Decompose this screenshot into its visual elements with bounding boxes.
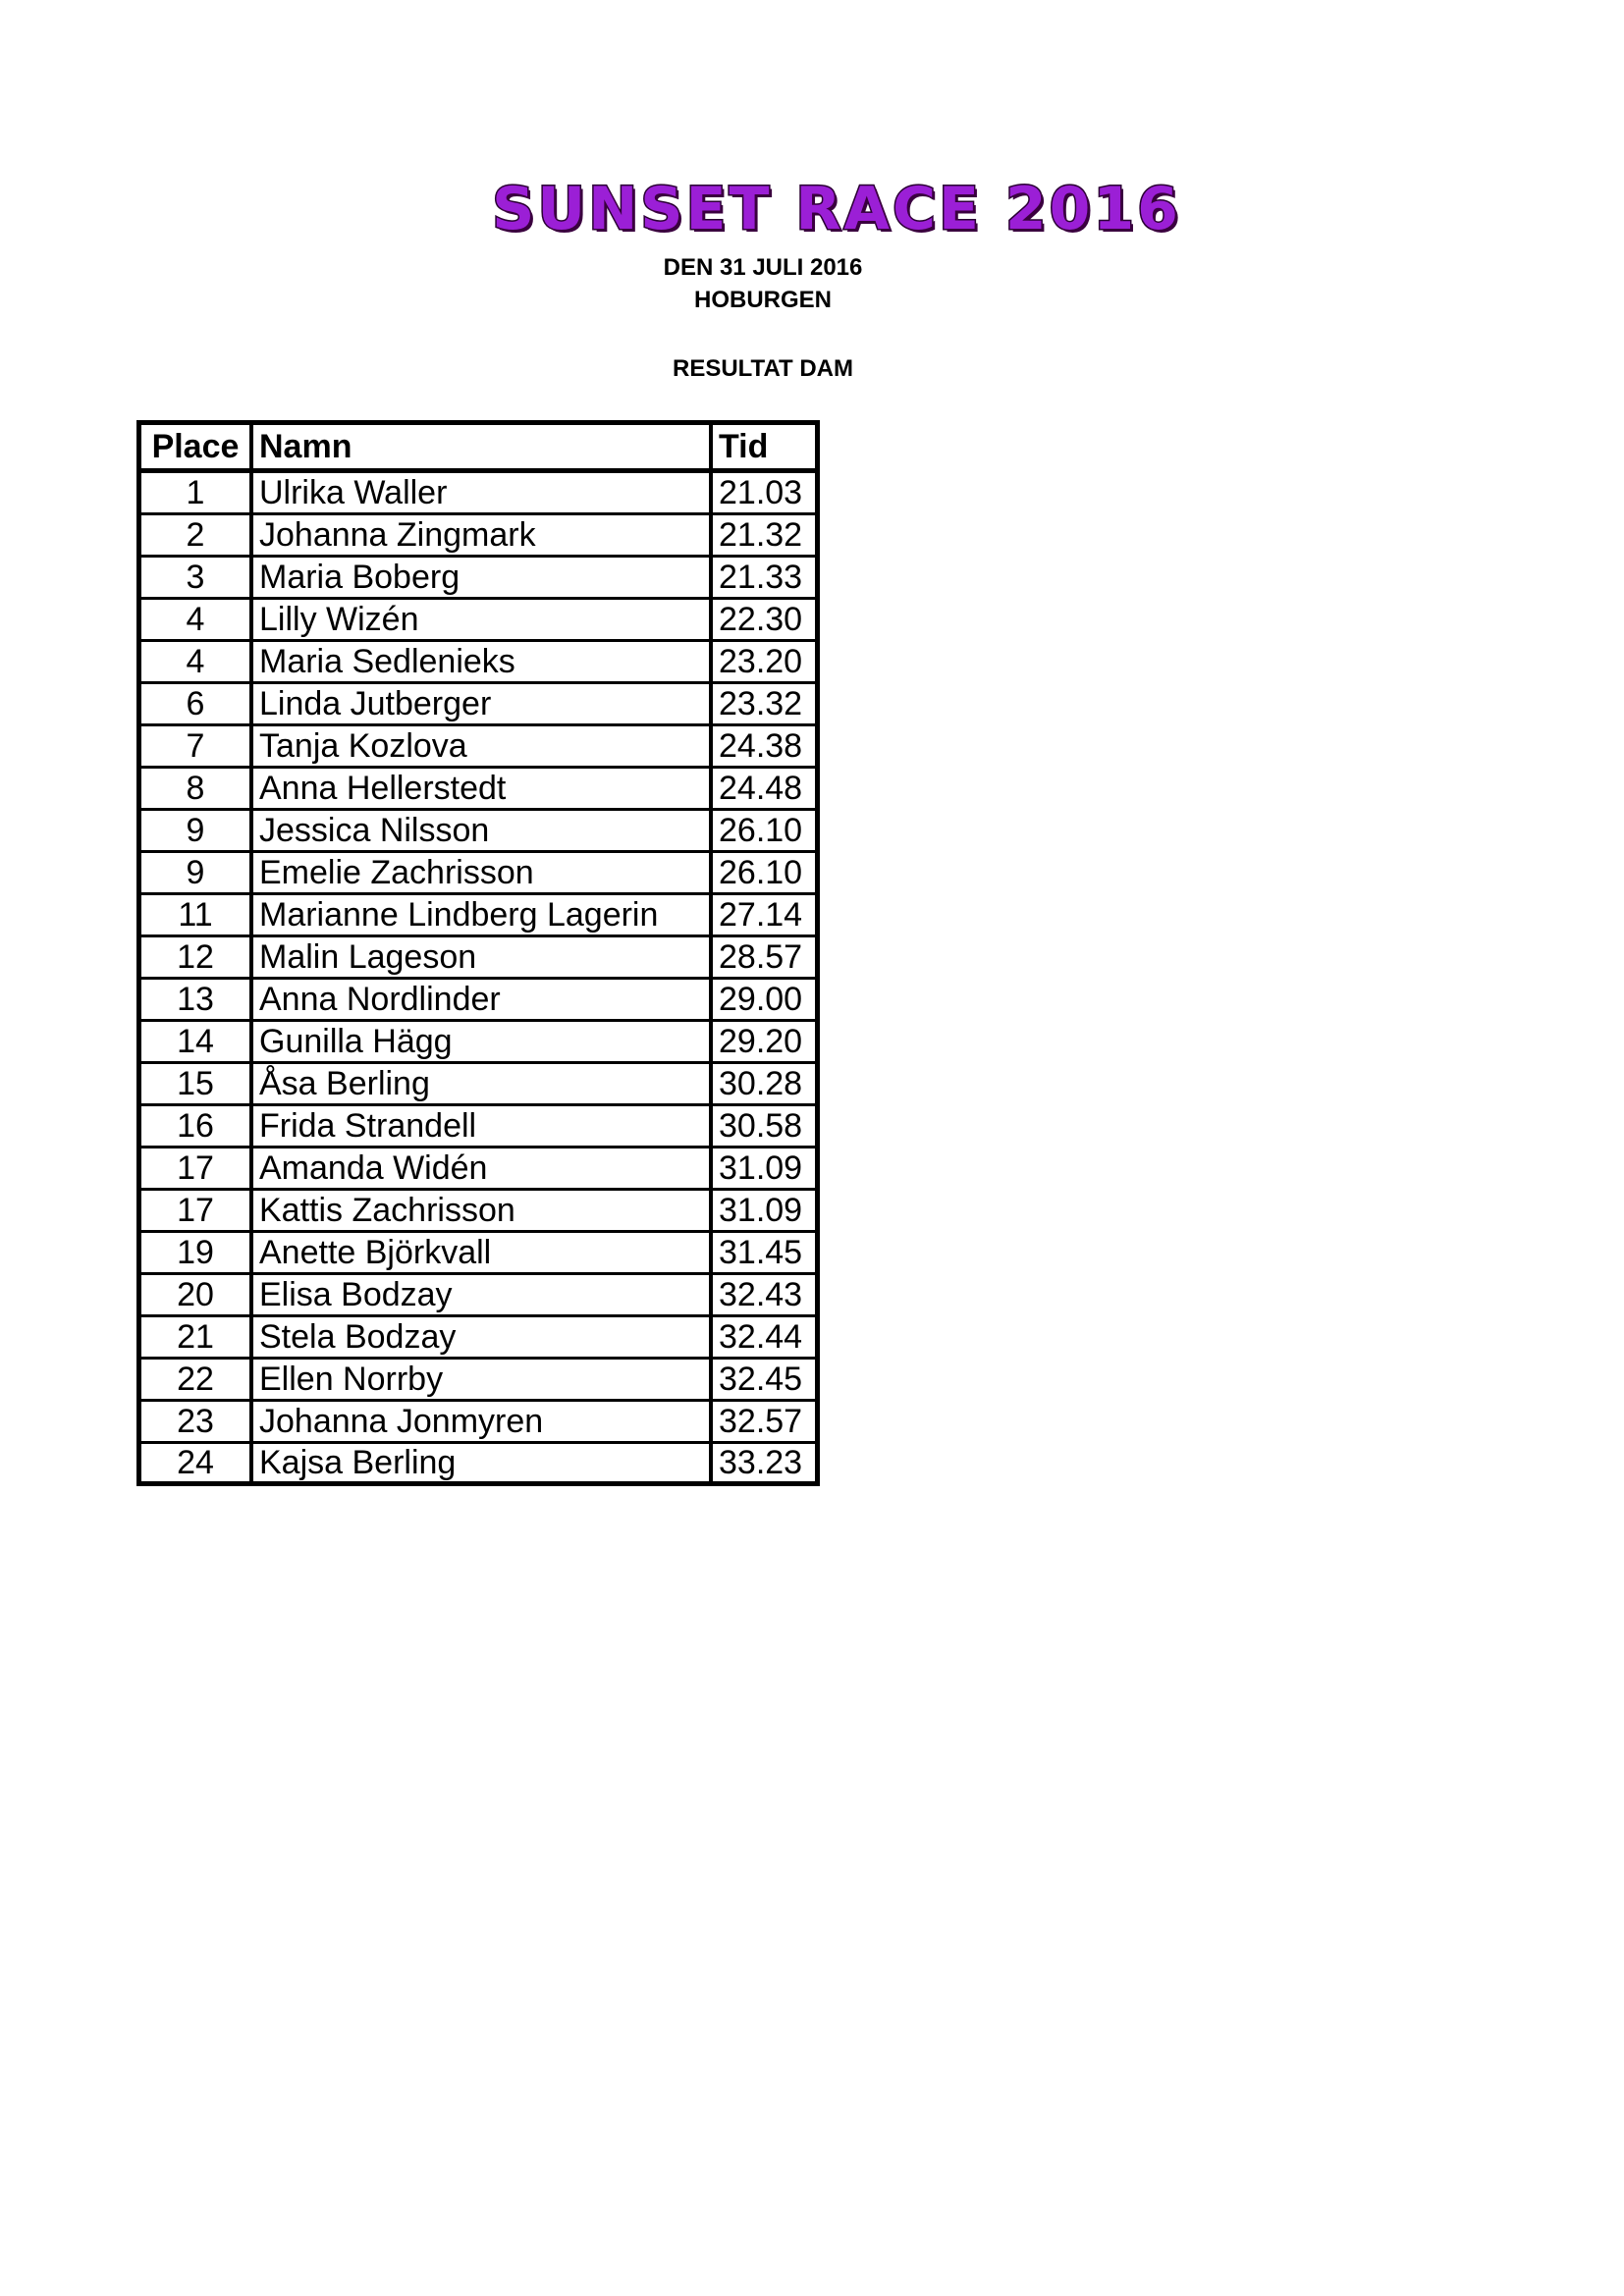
table-row bbox=[139, 1401, 818, 1443]
cell-place: 6 bbox=[139, 683, 252, 725]
cell-name: Malin Lageson bbox=[251, 936, 711, 979]
table-row bbox=[139, 1148, 818, 1190]
cell-place: 23 bbox=[139, 1401, 252, 1443]
event-date: DEN 31 JULI 2016 bbox=[663, 254, 863, 281]
cell-place: 2 bbox=[139, 514, 252, 557]
cell-time: 32.57 bbox=[711, 1401, 818, 1443]
table-row bbox=[139, 1190, 818, 1232]
cell-time: 32.45 bbox=[711, 1359, 818, 1401]
results-table bbox=[136, 420, 820, 1486]
cell-time: 30.28 bbox=[711, 1063, 818, 1105]
table-row bbox=[139, 1021, 818, 1063]
cell-name: Johanna Zingmark bbox=[251, 514, 711, 557]
cell-name: Frida Strandell bbox=[251, 1105, 711, 1148]
table-row bbox=[139, 1316, 818, 1359]
cell-time: 29.00 bbox=[711, 979, 818, 1021]
cell-place: 8 bbox=[139, 768, 252, 810]
cell-place: 17 bbox=[139, 1190, 252, 1232]
cell-time: 24.38 bbox=[711, 725, 818, 768]
table-row bbox=[139, 1105, 818, 1148]
cell-time: 26.10 bbox=[711, 852, 818, 894]
cell-name: Kattis Zachrisson bbox=[251, 1190, 711, 1232]
cell-name: Anette Björkvall bbox=[251, 1232, 711, 1274]
table-row bbox=[139, 894, 818, 936]
column-header-place: Place bbox=[139, 423, 252, 471]
cell-name: Kajsa Berling bbox=[251, 1443, 711, 1484]
cell-place: 4 bbox=[139, 599, 252, 641]
table-row bbox=[139, 810, 818, 852]
cell-time: 22.30 bbox=[711, 599, 818, 641]
cell-name: Stela Bodzay bbox=[251, 1316, 711, 1359]
cell-time: 21.33 bbox=[711, 557, 818, 599]
cell-place: 1 bbox=[139, 471, 252, 514]
table-row bbox=[139, 725, 818, 768]
cell-time: 28.57 bbox=[711, 936, 818, 979]
cell-place: 19 bbox=[139, 1232, 252, 1274]
cell-time: 31.09 bbox=[711, 1148, 818, 1190]
cell-time: 33.23 bbox=[711, 1443, 818, 1484]
cell-time: 21.32 bbox=[711, 514, 818, 557]
cell-name: Amanda Widén bbox=[251, 1148, 711, 1190]
cell-name: Jessica Nilsson bbox=[251, 810, 711, 852]
table-row bbox=[139, 557, 818, 599]
table-row bbox=[139, 979, 818, 1021]
cell-place: 3 bbox=[139, 557, 252, 599]
table-row bbox=[139, 641, 818, 683]
event-location: HOBURGEN bbox=[693, 287, 832, 313]
cell-time: 31.45 bbox=[711, 1232, 818, 1274]
cell-place: 14 bbox=[139, 1021, 252, 1063]
table-row bbox=[139, 1232, 818, 1274]
table-row bbox=[139, 1359, 818, 1401]
table-row bbox=[139, 471, 818, 514]
column-header-name: Namn bbox=[251, 423, 711, 471]
page-title bbox=[0, 175, 1624, 243]
cell-place: 9 bbox=[139, 852, 252, 894]
cell-time: 24.48 bbox=[711, 768, 818, 810]
cell-place: 7 bbox=[139, 725, 252, 768]
cell-name: Elisa Bodzay bbox=[251, 1274, 711, 1316]
cell-name: Maria Sedlenieks bbox=[251, 641, 711, 683]
table-row bbox=[139, 852, 818, 894]
cell-name: Ellen Norrby bbox=[251, 1359, 711, 1401]
cell-time: 32.43 bbox=[711, 1274, 818, 1316]
cell-place: 4 bbox=[139, 641, 252, 683]
cell-time: 21.03 bbox=[711, 471, 818, 514]
table-row bbox=[139, 768, 818, 810]
cell-name: Anna Nordlinder bbox=[251, 979, 711, 1021]
section-heading: RESULTAT DAM bbox=[673, 355, 853, 382]
table-row bbox=[139, 1274, 818, 1316]
table-row bbox=[139, 1443, 818, 1484]
table-row bbox=[139, 1063, 818, 1105]
cell-name: Åsa Berling bbox=[251, 1063, 711, 1105]
cell-place: 12 bbox=[139, 936, 252, 979]
table-row bbox=[139, 936, 818, 979]
cell-time: 27.14 bbox=[711, 894, 818, 936]
table-row bbox=[139, 599, 818, 641]
cell-time: 23.20 bbox=[711, 641, 818, 683]
cell-place: 20 bbox=[139, 1274, 252, 1316]
cell-place: 15 bbox=[139, 1063, 252, 1105]
cell-name: Anna Hellerstedt bbox=[251, 768, 711, 810]
cell-place: 24 bbox=[139, 1443, 252, 1484]
column-header-time: Tid bbox=[711, 423, 818, 471]
cell-time: 23.32 bbox=[711, 683, 818, 725]
cell-time: 29.20 bbox=[711, 1021, 818, 1063]
cell-name: Johanna Jonmyren bbox=[251, 1401, 711, 1443]
cell-time: 30.58 bbox=[711, 1105, 818, 1148]
table-header-row bbox=[139, 423, 818, 471]
table-row bbox=[139, 514, 818, 557]
cell-name: Lilly Wizén bbox=[251, 599, 711, 641]
cell-name: Marianne Lindberg Lagerin bbox=[251, 894, 711, 936]
cell-name: Gunilla Hägg bbox=[251, 1021, 711, 1063]
cell-time: 26.10 bbox=[711, 810, 818, 852]
cell-place: 22 bbox=[139, 1359, 252, 1401]
cell-name: Tanja Kozlova bbox=[251, 725, 711, 768]
cell-name: Maria Boberg bbox=[251, 557, 711, 599]
cell-name: Emelie Zachrisson bbox=[251, 852, 711, 894]
cell-time: 31.09 bbox=[711, 1190, 818, 1232]
cell-place: 21 bbox=[139, 1316, 252, 1359]
cell-time: 32.44 bbox=[711, 1316, 818, 1359]
table-row bbox=[139, 683, 818, 725]
cell-name: Linda Jutberger bbox=[251, 683, 711, 725]
cell-place: 9 bbox=[139, 810, 252, 852]
cell-place: 11 bbox=[139, 894, 252, 936]
cell-place: 17 bbox=[139, 1148, 252, 1190]
cell-name: Ulrika Waller bbox=[251, 471, 711, 514]
cell-place: 13 bbox=[139, 979, 252, 1021]
title-text: SUNSET RACE 2016 bbox=[492, 175, 1181, 243]
cell-place: 16 bbox=[139, 1105, 252, 1148]
